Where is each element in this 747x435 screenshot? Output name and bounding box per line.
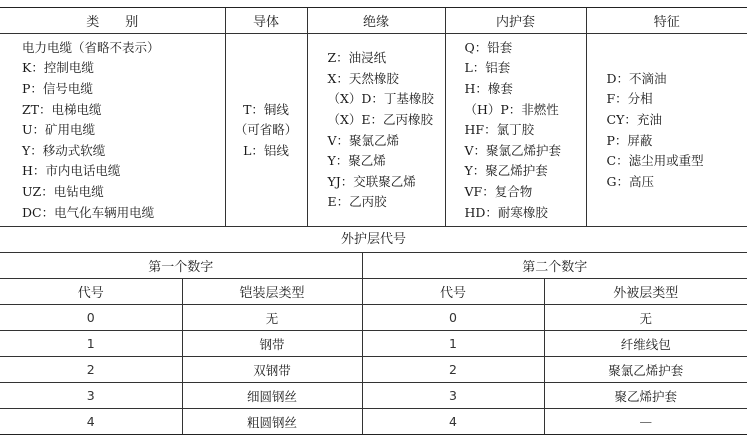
category-line: U：矿用电缆 [22,120,225,141]
cable-code-table [0,7,747,227]
covering-type: 聚乙烯护套 [544,383,747,409]
covering-code: 0 [362,305,544,331]
content-row [0,34,747,228]
armor-type: 粗圆钢丝 [182,409,362,435]
inner-sheath-line: VF：复合物 [465,182,586,203]
category-line: P：信号电缆 [22,79,225,100]
second-digit-header: 第二个数字 [362,253,747,279]
covering-type: 聚氯乙烯护套 [544,357,747,383]
category-cell [0,34,225,228]
category-line: DC：电气化车辆用电缆 [22,203,225,224]
inner-sheath-line: H：橡套 [465,79,586,100]
feature-cell [586,34,747,228]
covering-code: 4 [362,409,544,435]
feature-line: F：分相 [607,89,747,110]
code-header: 代号 [362,279,544,305]
header-conductor: 导体 [225,8,307,34]
conductor-line: T：铜线 [226,100,307,121]
inner-sheath-line: Q：铅套 [465,38,586,59]
inner-sheath-line: （H）P：非燃性 [465,100,586,121]
inner-sheath-line: L：铝套 [465,58,586,79]
code-header: 代号 [0,279,182,305]
outer-sheath-title: 外护层代号 [0,226,747,253]
insulation-line: E：乙丙胶 [328,192,445,213]
category-line: Y：移动式软缆 [22,141,225,162]
conductor-line: （可省略） [226,120,307,141]
inner-sheath-line: HD：耐寒橡胶 [465,203,586,224]
inner-sheath-line: V：聚氯乙烯护套 [465,141,586,162]
outer-sheath-table [0,252,747,435]
insulation-line: V：聚氯乙烯 [328,131,445,152]
covering-type: 无 [544,305,747,331]
insulation-cell [307,34,445,228]
table-row [0,305,747,331]
insulation-line: Z：油浸纸 [328,48,445,69]
armor-type: 细圆钢丝 [182,383,362,409]
table-row [0,357,747,383]
feature-line: C：滤尘用或重型 [607,151,747,172]
first-digit-header: 第一个数字 [0,253,362,279]
armor-type: 双钢带 [182,357,362,383]
category-line: K：控制电缆 [22,58,225,79]
category-line: ZT：电梯电缆 [22,100,225,121]
covering-code: 1 [362,331,544,357]
insulation-line: （X）E：乙丙橡胶 [328,110,445,131]
header-row [0,8,747,34]
table-row [0,409,747,435]
inner-sheath-cell [445,34,586,228]
covering-type-header: 外被层类型 [544,279,747,305]
armor-type-header: 铠装层类型 [182,279,362,305]
covering-code: 2 [362,357,544,383]
conductor-cell [225,34,307,228]
covering-code: 3 [362,383,544,409]
inner-sheath-line: HF：氯丁胶 [465,120,586,141]
feature-line: CY：充油 [607,110,747,131]
category-line: H：市内电话电缆 [22,161,225,182]
feature-line: G：高压 [607,172,747,193]
insulation-line: Y：聚乙烯 [328,151,445,172]
category-line: UZ：电钻电缆 [22,182,225,203]
insulation-line: （X）D：丁基橡胶 [328,89,445,110]
armor-type: 无 [182,305,362,331]
feature-line: D：不滴油 [607,69,747,90]
conductor-line: L：铝线 [226,141,307,162]
table-row [0,331,747,357]
digit-header-row [0,253,747,279]
armor-code: 3 [0,383,182,409]
covering-type: 纤维线包 [544,331,747,357]
feature-line: P：屏蔽 [607,131,747,152]
header-inner-sheath: 内护套 [445,8,586,34]
header-insulation: 绝缘 [307,8,445,34]
armor-code: 4 [0,409,182,435]
armor-type: 钢带 [182,331,362,357]
inner-sheath-line: Y：聚乙烯护套 [465,161,586,182]
armor-code: 2 [0,357,182,383]
header-feature: 特征 [586,8,747,34]
armor-code: 0 [0,305,182,331]
covering-type: — [544,409,747,435]
column-header-row [0,279,747,305]
header-category: 类 别 [0,8,225,34]
armor-code: 1 [0,331,182,357]
category-line: 电力电缆（省略不表示） [22,38,225,59]
insulation-line: X：天然橡胶 [328,69,445,90]
table-row [0,383,747,409]
insulation-line: YJ：交联聚乙烯 [328,172,445,193]
